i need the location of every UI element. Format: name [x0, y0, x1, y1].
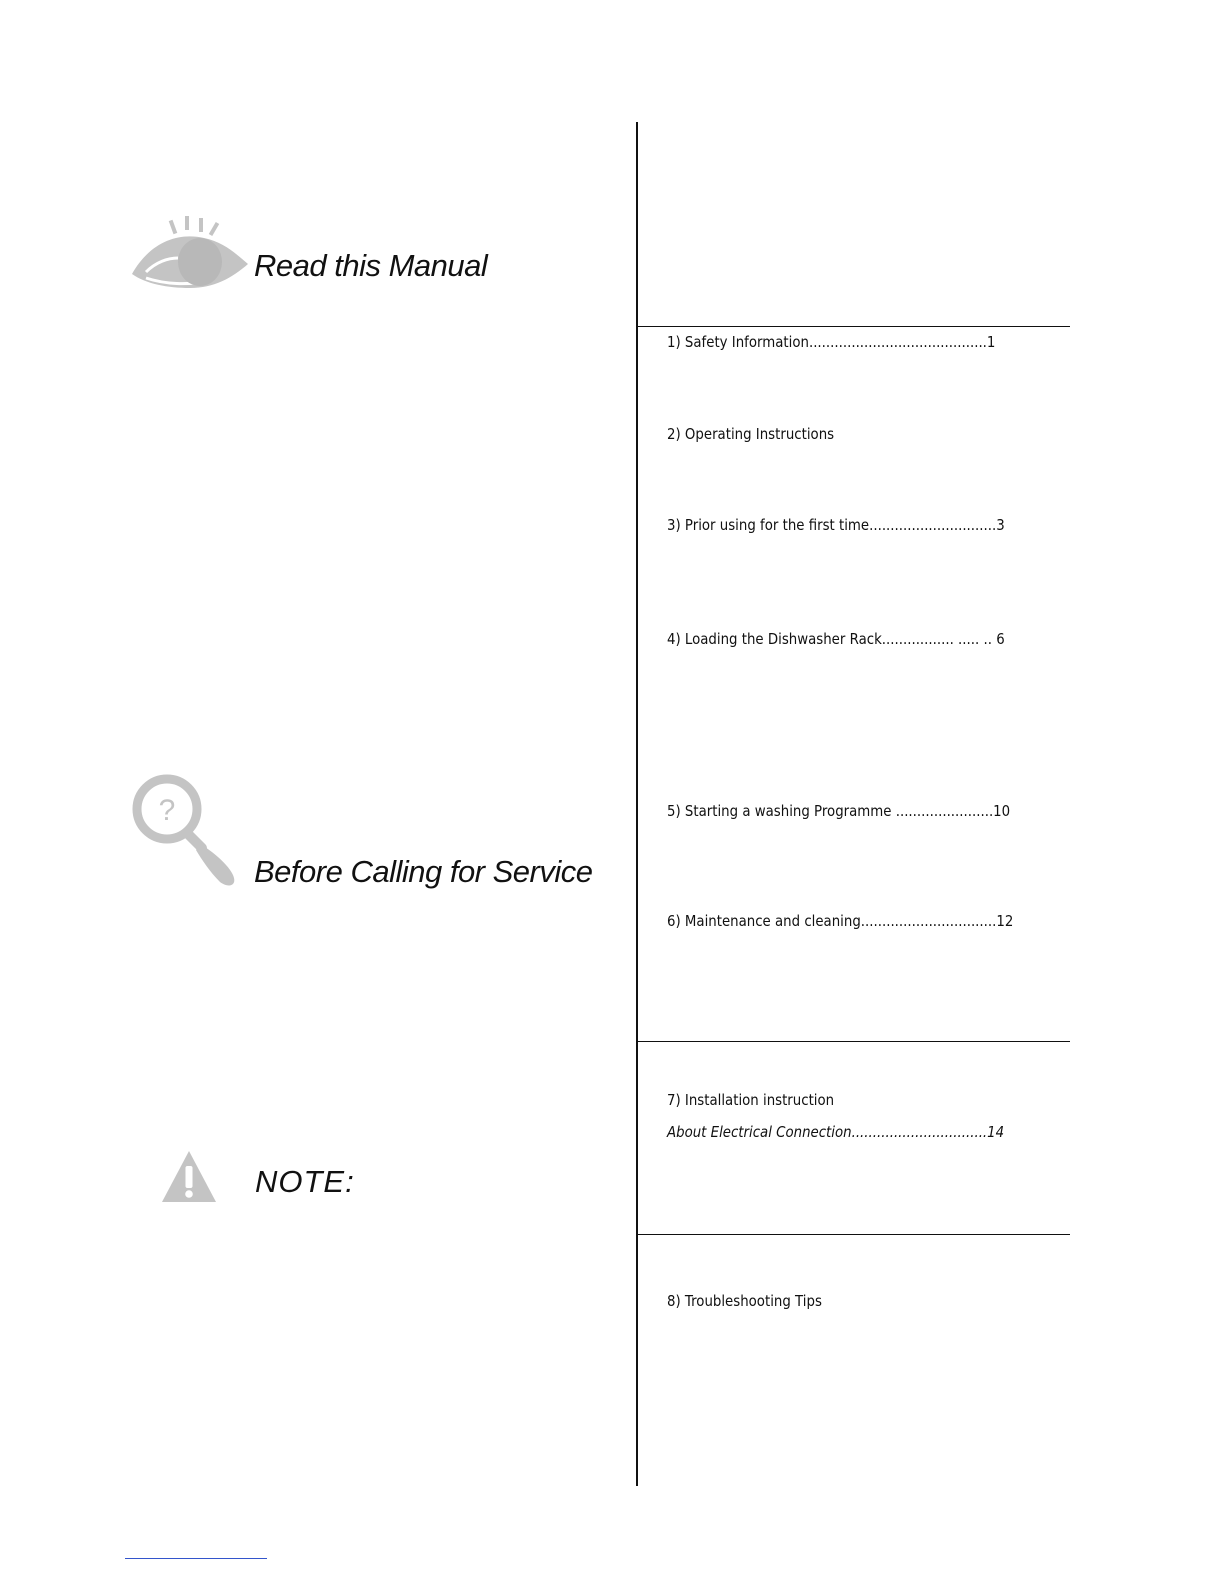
toc-electrical-connection[interactable]: About Electrical Connection................................14 [667, 1123, 1005, 1141]
footer-link-underline [125, 1558, 267, 1559]
magnifier-question-icon [130, 772, 240, 888]
question-mark-glyph: ? [158, 794, 176, 827]
toc-maintenance-cleaning[interactable]: 6) Maintenance and cleaning................................12 [667, 912, 1014, 930]
eye-icon [128, 212, 250, 292]
warning-triangle-icon [160, 1148, 218, 1204]
before-service-heading: Before Calling for Service [254, 854, 593, 889]
toc-troubleshooting-tips[interactable]: 8) Troubleshooting Tips [667, 1292, 822, 1310]
section-rule-top [637, 326, 1070, 327]
toc-operating-instructions[interactable]: 2) Operating Instructions [667, 425, 835, 443]
toc-safety-information[interactable]: 1) Safety Information..........................................1 [667, 333, 996, 351]
toc-loading-rack[interactable]: 4) Loading the Dishwasher Rack................. ..... .. 6 [667, 630, 1005, 648]
read-manual-heading: Read this Manual [254, 248, 488, 283]
note-heading: NOTE: [255, 1164, 355, 1199]
toc-starting-programme[interactable]: 5) Starting a washing Programme .......................10 [667, 802, 1011, 820]
toc-installation-instruction[interactable]: 7) Installation instruction [667, 1091, 835, 1109]
section-rule-middle [637, 1041, 1070, 1042]
section-rule-bottom [637, 1234, 1070, 1235]
toc-prior-first-time[interactable]: 3) Prior using for the first time..............................3 [667, 516, 1005, 534]
